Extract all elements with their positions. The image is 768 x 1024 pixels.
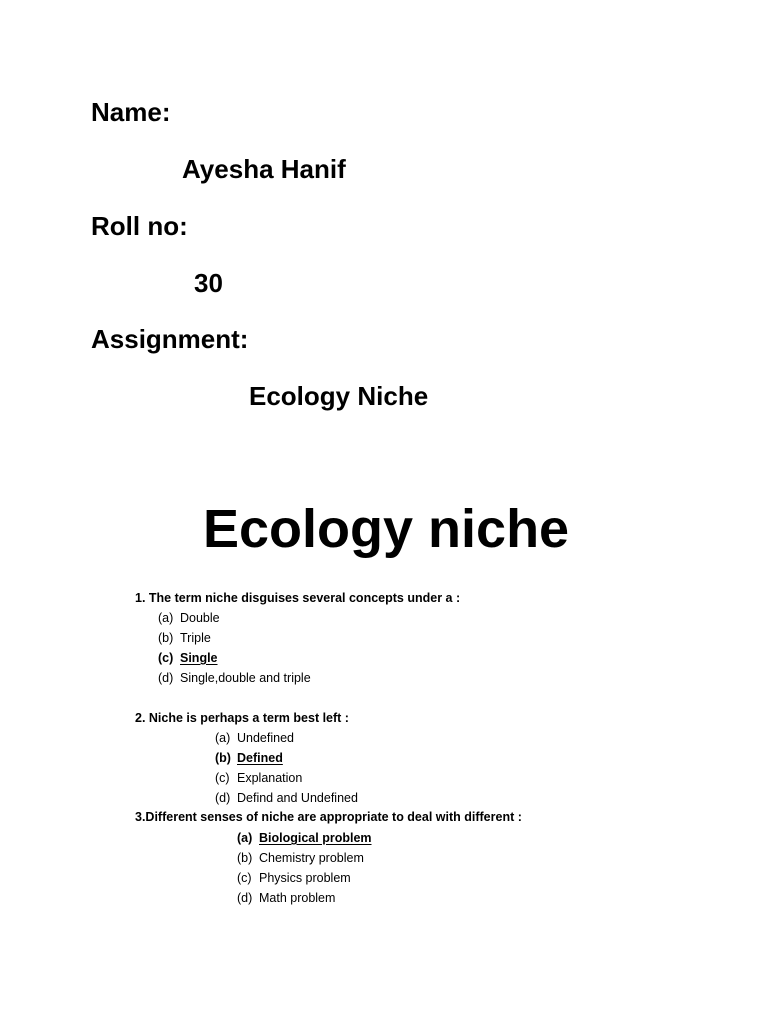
page-title: Ecology niche	[203, 499, 570, 559]
question-3-option-a	[237, 830, 372, 846]
option-label: (d)	[237, 891, 253, 905]
assignment-value: Ecology Niche	[249, 381, 429, 411]
assignment-label: Assignment:	[91, 324, 249, 354]
question-3-text: 3.Different senses of niche are appropriate to deal with different :	[135, 810, 522, 824]
question-2-option-a	[215, 730, 294, 746]
question-2-option-c	[215, 770, 302, 786]
option-label: (c)	[158, 651, 174, 665]
question-3-option-d	[237, 890, 335, 906]
option-label: (a)	[215, 731, 231, 745]
option-text: Biological problem	[259, 831, 372, 845]
option-text: Defind and Undefined	[237, 791, 358, 805]
option-label: (d)	[215, 791, 231, 805]
option-text: Defined	[237, 751, 283, 765]
question-1-option-b	[158, 630, 211, 646]
option-text: Single	[180, 651, 218, 665]
option-text: Undefined	[237, 731, 294, 745]
question-3-option-b	[237, 850, 364, 866]
option-label: (b)	[237, 851, 253, 865]
question-3-option-c	[237, 870, 351, 886]
option-text: Physics problem	[259, 871, 351, 885]
option-label: (a)	[237, 831, 253, 845]
question-1-option-c	[158, 650, 218, 666]
question-1-option-a	[158, 610, 220, 626]
name-value: Ayesha Hanif	[182, 154, 346, 184]
question-2-text: 2. Niche is perhaps a term best left :	[135, 711, 349, 725]
option-text: Single,double and triple	[180, 671, 311, 685]
question-1-option-d	[158, 670, 311, 686]
option-text: Explanation	[237, 771, 303, 785]
option-text: Math problem	[259, 891, 336, 905]
option-text: Double	[180, 611, 220, 625]
option-label: (a)	[158, 611, 174, 625]
roll-label: Roll no:	[91, 211, 188, 241]
name-label: Name:	[91, 97, 171, 127]
option-label: (d)	[158, 671, 174, 685]
question-2-option-d	[215, 790, 358, 806]
option-label: (c)	[215, 771, 230, 785]
option-text: Chemistry problem	[259, 851, 364, 865]
option-label: (c)	[237, 871, 252, 885]
question-2-option-b	[215, 750, 283, 766]
option-text: Triple	[180, 631, 211, 645]
option-label: (b)	[158, 631, 174, 645]
roll-value: 30	[194, 268, 223, 298]
option-label: (b)	[215, 751, 231, 765]
question-1-text: 1. The term niche disguises several concepts under a :	[135, 591, 461, 605]
